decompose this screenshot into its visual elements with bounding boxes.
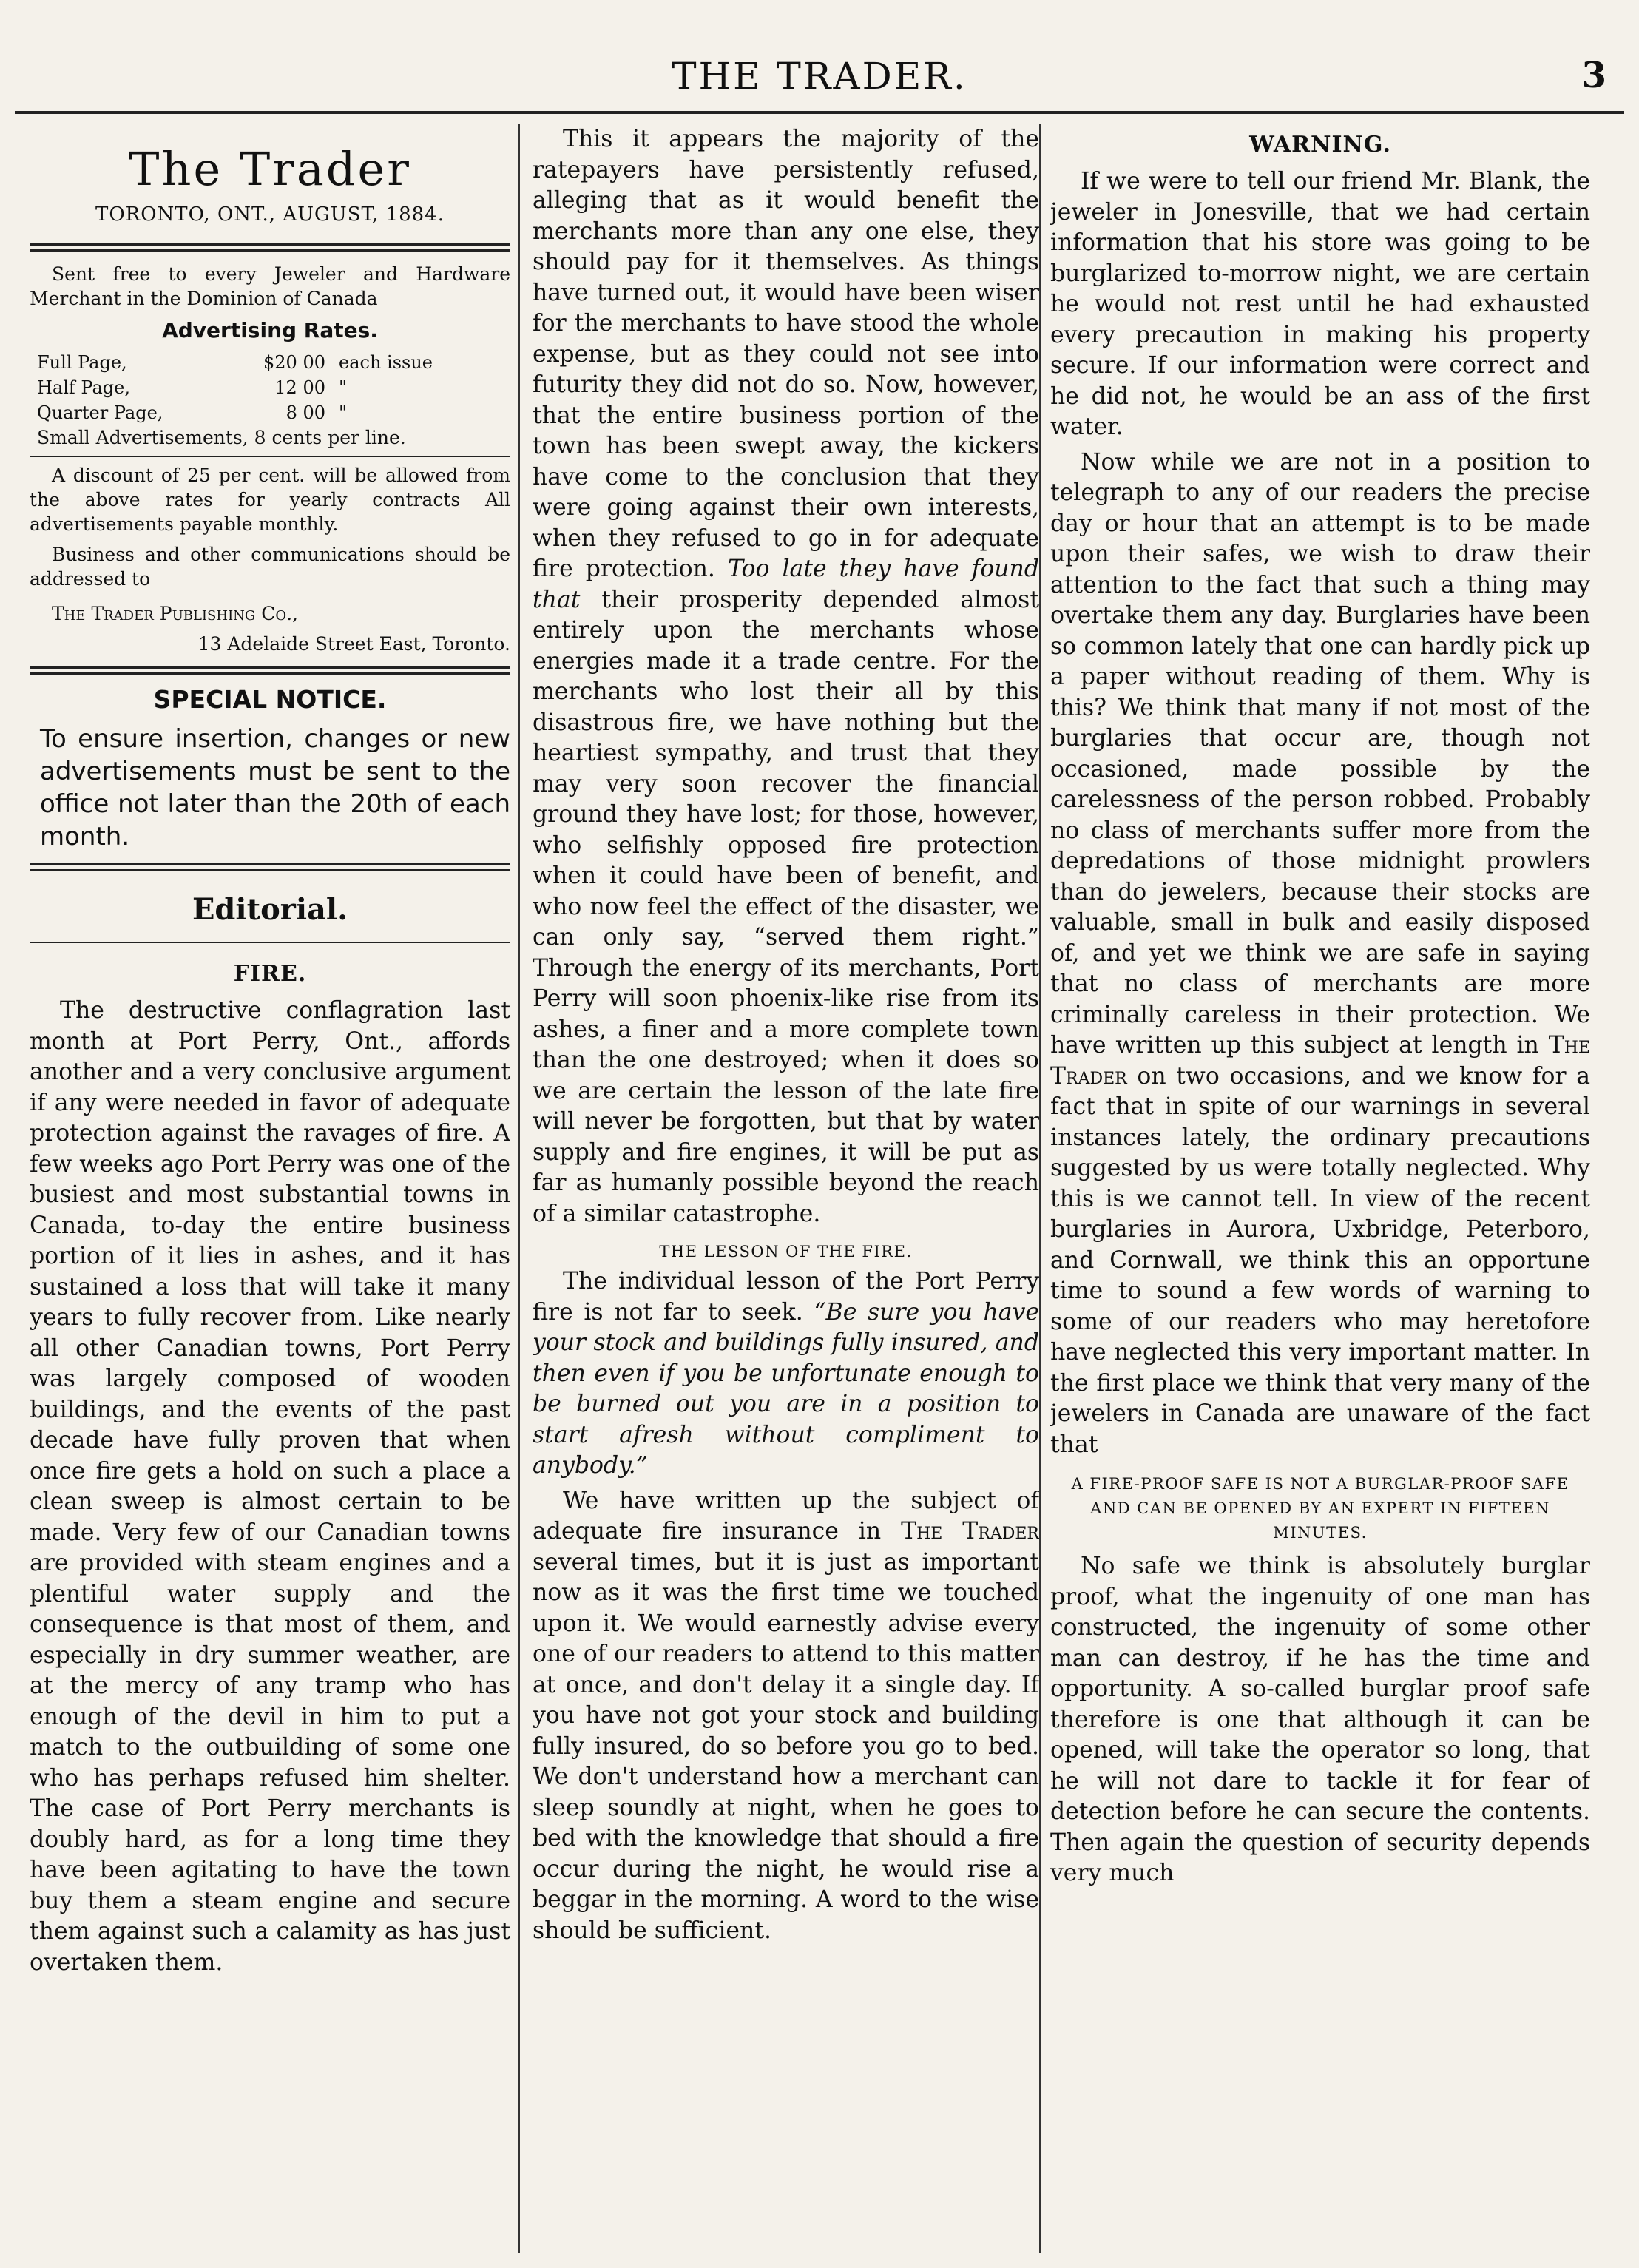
column-rule-2	[1039, 124, 1041, 2253]
rate-unit: "	[339, 377, 348, 398]
fire-text: This it appears the majority of the ratepayers have persistently refused, alleging that as it would benefit the merchants more than any one else, they should pay for it themselves. As things have turned out, it would have been wiser for the merchants to have stood the whole expense, but as they could not see into futurity they did not do so. Now, however, that the entire business portion of the town has been swept away, the kickers have come to the conclusion that they were going against their own interests, when they refused to go in for adequate fire protection.	[533, 126, 1039, 582]
special-notice-title: SPECIAL NOTICE.	[153, 685, 387, 714]
rate-unit: each issue	[339, 352, 433, 373]
column-3	[1050, 124, 1590, 2268]
column-1	[30, 124, 510, 2268]
rate-price: 12 00	[274, 377, 325, 398]
masthead-bottom-rule	[30, 666, 510, 675]
business-note: Business and other communications should be addressed to	[30, 544, 510, 590]
fire-article-paragraph: The destructive conflagration last month at Port Perry, Ont., affords another and a very conclusive argument if any were needed in favor of adequate protection against the ravages of fire. A few weeks ago Port Perry was one of the busiest and most substantial towns in Canada, to-day the entire business portion of it lies in ashes, and it has sustained a loss that will take it many years to fully recover from. Like nearly all other Canadian towns, Port Perry was largely composed of wooden buildings, and the events of the past decade have fully proven that when once fire gets a hold on such a place a clean sweep is almost certain to be made. Very few of our Canadian towns are provided with steam engines and a plentiful water supply and the consequence is that most of them, and especially in dry summer weather, are at the mercy of any tramp who has enough of the devil in him to put a match to the outbuilding of some one who has perhaps refused him shelter. The case of Port Perry merchants is doubly hard, as for a long time they have been agitating to have the town buy them a steam engine and secure them against such a calamity as has just overtaken them.	[30, 997, 510, 1976]
rate-price: $20 00	[263, 352, 325, 373]
rate-label: Full Page,	[37, 352, 127, 373]
divider	[30, 942, 510, 943]
lesson-text: The individual lesson of the Port Perry fire is not far to seek.	[533, 1268, 1039, 1326]
rate-row	[30, 375, 510, 400]
fire-article-heading: FIRE.	[233, 961, 307, 987]
fire-emphasis: Too late they have found that	[533, 556, 1039, 613]
warning-article-body-continued	[1050, 1551, 1590, 1889]
masthead-title: The Trader	[129, 142, 411, 196]
lesson-paragraph	[533, 1486, 1039, 1947]
running-head	[0, 44, 1639, 111]
lesson-quote: “Be sure you have your stock and buildings fully insured, and then even if you be unfortunate enough to be burned out you are in a position to start afresh without compliment to anybody.”	[533, 1298, 1039, 1479]
rate-price: 8 00	[285, 402, 325, 423]
header-rule	[15, 111, 1624, 114]
warning-article-body	[1050, 166, 1590, 1460]
running-head-title: THE TRADER.	[672, 55, 967, 98]
notice-rule	[30, 863, 510, 871]
trader-name: The Trader	[901, 1518, 1039, 1545]
warning-text: Now while we are not in a position to telegraph to any of our readers the precise day or hour that an attempt is to be made upon their safes, we wish to draw their attention to the fact that such a thing may overtake them any day. Burglaries have been so common lately that one can hardly pick up a paper without reading of them. Why is this? We think that many if not most of the burglaries that occur are, though not occasioned, made possible by the carelessness of the person robbed. Probably no class of merchants suffer more from the depredations of those midnight prowlers than do jewelers, because their stocks are valuable, small in bulk and easily disposed of, and yet we think we are safe in saying that no class of merchants are more criminally careless in their protection. We have written up this subject at length in	[1050, 448, 1590, 1059]
lesson-paragraph	[533, 1266, 1039, 1482]
rate-label: Quarter Page,	[37, 402, 163, 423]
special-notice-text: To ensure insertion, changes or new advertisements must be sent to the office not later than the 20th of each month.	[40, 724, 510, 851]
column-2	[533, 124, 1039, 2268]
fire-article-body	[30, 996, 510, 1978]
fire-article-paragraph	[533, 124, 1039, 1229]
warning-text: on two occasions, and we know for a fact that in spite of our warnings in several instances lately, the ordinary precautions suggested by us were totally neglected. Why this is we cannot tell. In view of the recent burglaries in Aurora, Uxbridge, Peterboro, and Cornwall, we think this an opportune time to sound a few words of warning to some of our readers who may heretofore have neglected this very important matter. In the first place we think that very many of the jewelers in Canada are unaware of the fact that	[1050, 1062, 1590, 1458]
publisher-name: The Trader Publishing Co.,	[52, 603, 299, 624]
warning-paragraph: If we were to tell our friend Mr. Blank, the jeweler in Jonesville, that we had certain information that his store was going to be burglarized to-morrow night, we are certain he would not rest until he had exhausted every precaution in making his property secure. If our information were correct and he did not, he would be an ass of the first water.	[1050, 168, 1590, 440]
lesson-text: several times, but it is just as important now as it was the first time we touched upon it. We would earnestly advise every one of our readers to attend to this matter at once, and don't delay it a single day. If you have not got your stock and building fully insured, do so before you go to bed. We don't understand how a merchant can sleep soundly at night, when he goes to bed with the knowledge that should a fire occur during the night, he would rise a beggar in the morning. A word to the wise should be sufficient.	[533, 1548, 1039, 1944]
lesson-article-heading: THE LESSON OF THE FIRE.	[659, 1243, 913, 1260]
warning-paragraph	[1050, 448, 1590, 1461]
circulation-note: Sent free to every Jeweler and Hardware Merchant in the Dominion of Canada	[30, 263, 510, 309]
lesson-article-body	[533, 1266, 1039, 1946]
masthead-rule	[30, 243, 510, 252]
fire-text: their prosperity depended almost entirely upon the merchants whose energies made it a trade centre. For the merchants who lost their all by this disastrous fire, we have nothing but the heartiest sympathy, and trust that they may very soon recover the financial ground they have lost; for those, however, who selfishly opposed fire protection when it could have been of benefit, and who now feel the effect of the disaster, we can only say, “served them right.” Through the energy of its merchants, Port Perry will soon phoenix-like rise from its ashes, a finer and a more complete town than the one destroyed; when it does so we are certain the lesson of the late fire will never be forgotten, but that by water supply and fire engines, it will be put as far as humanly possible beyond the reach of a similar catastrophe.	[533, 586, 1039, 1227]
divider	[30, 456, 510, 457]
rate-row	[30, 400, 510, 425]
lesson-text: We have written up the subject of adequate fire insurance in	[533, 1487, 1039, 1545]
rate-label: Half Page,	[37, 377, 130, 398]
warning-article-heading: WARNING.	[1249, 132, 1391, 158]
warning-paragraph: No safe we think is absolutely burglar proof, what the ingenuity of one man has constructed, the ingenuity of some other man can destroy, if he has the time and opportunity. A so-called burglar proof safe therefore is one that although it can be opened, will take the operator so long, that he will not dare to tackle it for fear of detection before he can secure the contents. Then again the question of security depends very much	[1050, 1553, 1590, 1886]
rate-row	[30, 350, 510, 375]
discount-note: A discount of 25 per cent. will be allowed from the above rates for yearly contracts All advertisements payable monthly.	[30, 465, 510, 535]
section-heading-editorial: Editorial.	[192, 892, 348, 927]
masthead-dateline: TORONTO, ONT., AUGUST, 1884.	[95, 203, 445, 226]
page-number: 3	[1581, 55, 1606, 96]
warning-subheading: A FIRE-PROOF SAFE IS NOT A BURGLAR-PROOF SAFE AND CAN BE OPENED BY AN EXPERT IN FIFTEEN MINUTES.	[1071, 1475, 1569, 1542]
small-ads-rate: Small Advertisements, 8 cents per line.	[37, 427, 406, 448]
trader-name: The Trader	[1050, 1032, 1590, 1090]
column-rule-1	[518, 124, 520, 2253]
publisher-address: 13 Adelaide Street East, Toronto.	[197, 633, 510, 655]
rates-title: Advertising Rates.	[162, 318, 378, 342]
fire-article-continued	[533, 124, 1039, 1229]
rate-unit: "	[339, 402, 348, 423]
